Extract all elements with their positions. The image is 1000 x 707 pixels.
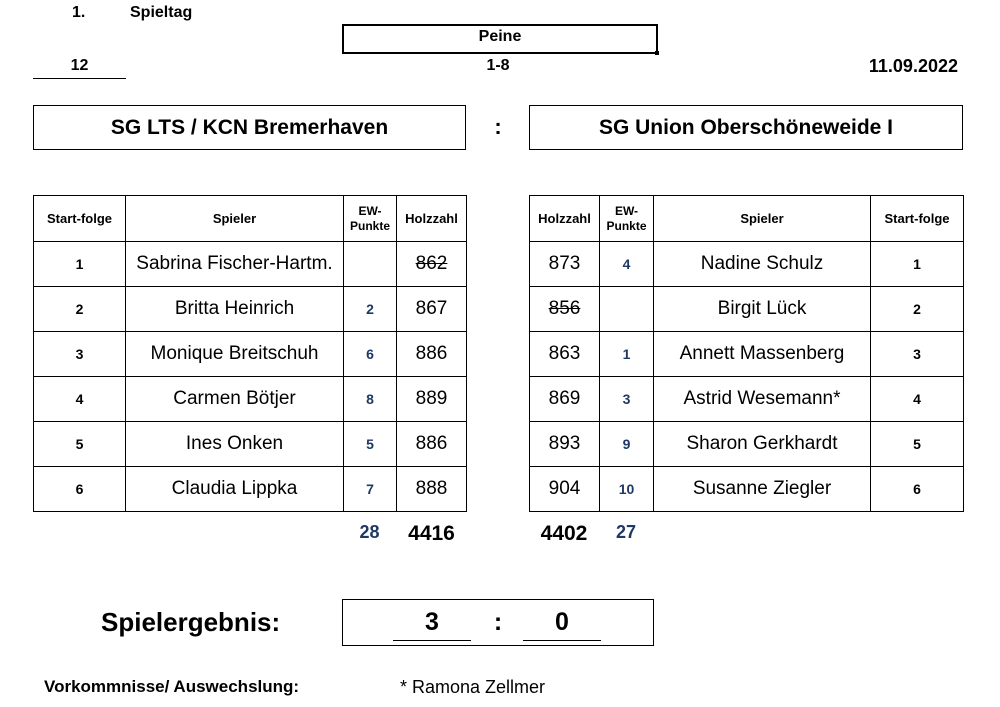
wood-count-cell: 869 bbox=[530, 377, 600, 422]
table-header-row bbox=[34, 196, 467, 242]
result-code: 1-8 bbox=[486, 57, 510, 74]
table-header-row bbox=[530, 196, 964, 242]
player-name-cell: Claudia Lippka bbox=[126, 467, 344, 512]
away-team-name: SG Union Oberschöneweide I bbox=[598, 116, 894, 139]
start-order-cell: 5 bbox=[34, 422, 126, 467]
ew-points-cell: 10 bbox=[600, 467, 654, 512]
home-team-name: SG LTS / KCN Bremerhaven bbox=[110, 116, 389, 139]
score-separator: : bbox=[493, 608, 503, 636]
player-name-cell: Ines Onken bbox=[126, 422, 344, 467]
notes-label: Vorkommnisse/ Auswechslung: bbox=[44, 677, 300, 696]
table-row bbox=[530, 467, 964, 512]
player-name-cell: Annett Massenberg bbox=[654, 332, 871, 377]
table-row bbox=[34, 242, 467, 287]
home-team-box bbox=[33, 105, 466, 150]
ew-points-cell bbox=[600, 287, 654, 332]
start-order-cell: 2 bbox=[34, 287, 126, 332]
start-order-cell: 5 bbox=[871, 422, 964, 467]
header-ew-points: EW-Punkte bbox=[344, 196, 397, 242]
matchday-number: 12 bbox=[33, 56, 126, 79]
home-ew-total-value: 28 bbox=[359, 522, 380, 542]
table-row bbox=[530, 332, 964, 377]
wood-count-cell: 856 bbox=[530, 287, 600, 332]
wood-count-cell: 893 bbox=[530, 422, 600, 467]
header-wood-count: Holzzahl bbox=[530, 196, 600, 242]
table-row bbox=[530, 287, 964, 332]
header-player: Spieler bbox=[126, 196, 344, 242]
home-wood-total-value: 4416 bbox=[408, 522, 455, 545]
ew-points-cell: 9 bbox=[600, 422, 654, 467]
venue-name: Peine bbox=[478, 28, 522, 45]
match-date: 11.09.2022 bbox=[868, 56, 958, 76]
team-separator: : bbox=[494, 114, 502, 139]
wood-count-cell: 873 bbox=[530, 242, 600, 287]
ew-points-cell: 2 bbox=[344, 287, 397, 332]
wood-count-cell: 886 bbox=[397, 332, 467, 377]
table-row bbox=[530, 377, 964, 422]
table-row bbox=[530, 242, 964, 287]
away-ew-total bbox=[599, 522, 653, 543]
player-name-cell: Nadine Schulz bbox=[654, 242, 871, 287]
spieltag-number: 1. bbox=[72, 4, 86, 21]
away-score: 0 bbox=[555, 608, 569, 636]
header-start-order: Start-folge bbox=[34, 196, 126, 242]
wood-count-cell: 862 bbox=[397, 242, 467, 287]
start-order-cell: 4 bbox=[34, 377, 126, 422]
ew-points-cell: 6 bbox=[344, 332, 397, 377]
start-order-cell: 3 bbox=[871, 332, 964, 377]
wood-count-cell: 886 bbox=[397, 422, 467, 467]
ew-points-cell: 1 bbox=[600, 332, 654, 377]
player-name-cell: Carmen Bötjer bbox=[126, 377, 344, 422]
venue-box bbox=[342, 24, 658, 54]
table-row bbox=[34, 287, 467, 332]
ew-points-cell: 5 bbox=[344, 422, 397, 467]
player-result-label: Spielergebnis: bbox=[101, 607, 281, 637]
player-name-cell: Astrid Wesemann* bbox=[654, 377, 871, 422]
home-score: 3 bbox=[425, 608, 439, 636]
player-name-cell: Susanne Ziegler bbox=[654, 467, 871, 512]
header-wood-count: Holzzahl bbox=[397, 196, 467, 242]
table-row bbox=[34, 332, 467, 377]
start-order-cell: 4 bbox=[871, 377, 964, 422]
player-name-cell: Sharon Gerkhardt bbox=[654, 422, 871, 467]
away-team-box bbox=[529, 105, 963, 150]
start-order-cell: 1 bbox=[871, 242, 964, 287]
player-name-cell: Birgit Lück bbox=[654, 287, 871, 332]
wood-count-cell: 889 bbox=[397, 377, 467, 422]
ew-points-cell: 3 bbox=[600, 377, 654, 422]
table-row bbox=[34, 377, 467, 422]
ew-points-cell: 8 bbox=[344, 377, 397, 422]
player-name-cell: Britta Heinrich bbox=[126, 287, 344, 332]
wood-count-cell: 863 bbox=[530, 332, 600, 377]
header-ew-points: EW-Punkte bbox=[600, 196, 654, 242]
home-score-underline bbox=[393, 640, 471, 641]
home-wood-total bbox=[397, 522, 466, 546]
header-player: Spieler bbox=[654, 196, 871, 242]
table-row bbox=[34, 422, 467, 467]
start-order-cell: 6 bbox=[871, 467, 964, 512]
start-order-cell: 2 bbox=[871, 287, 964, 332]
wood-count-cell: 888 bbox=[397, 467, 467, 512]
table-row bbox=[530, 422, 964, 467]
ew-points-cell bbox=[344, 242, 397, 287]
spieltag-label: Spieltag bbox=[130, 4, 193, 21]
start-order-cell: 1 bbox=[34, 242, 126, 287]
ew-points-cell: 4 bbox=[600, 242, 654, 287]
home-ew-total bbox=[343, 522, 396, 543]
home-player-table bbox=[33, 195, 467, 512]
wood-count-cell: 904 bbox=[530, 467, 600, 512]
away-score-underline bbox=[523, 640, 601, 641]
wood-count-cell: 867 bbox=[397, 287, 467, 332]
away-player-table bbox=[529, 195, 964, 512]
ew-points-cell: 7 bbox=[344, 467, 397, 512]
away-wood-total bbox=[529, 522, 599, 546]
player-result-box bbox=[342, 599, 654, 646]
away-ew-total-value: 27 bbox=[615, 522, 637, 542]
header-start-order: Start-folge bbox=[871, 196, 964, 242]
player-name-cell: Sabrina Fischer-Hartm. bbox=[126, 242, 344, 287]
start-order-cell: 3 bbox=[34, 332, 126, 377]
notes-text: * Ramona Zellmer bbox=[400, 677, 546, 697]
table-row bbox=[34, 467, 467, 512]
away-wood-total-value: 4402 bbox=[540, 522, 588, 545]
player-name-cell: Monique Breitschuh bbox=[126, 332, 344, 377]
start-order-cell: 6 bbox=[34, 467, 126, 512]
